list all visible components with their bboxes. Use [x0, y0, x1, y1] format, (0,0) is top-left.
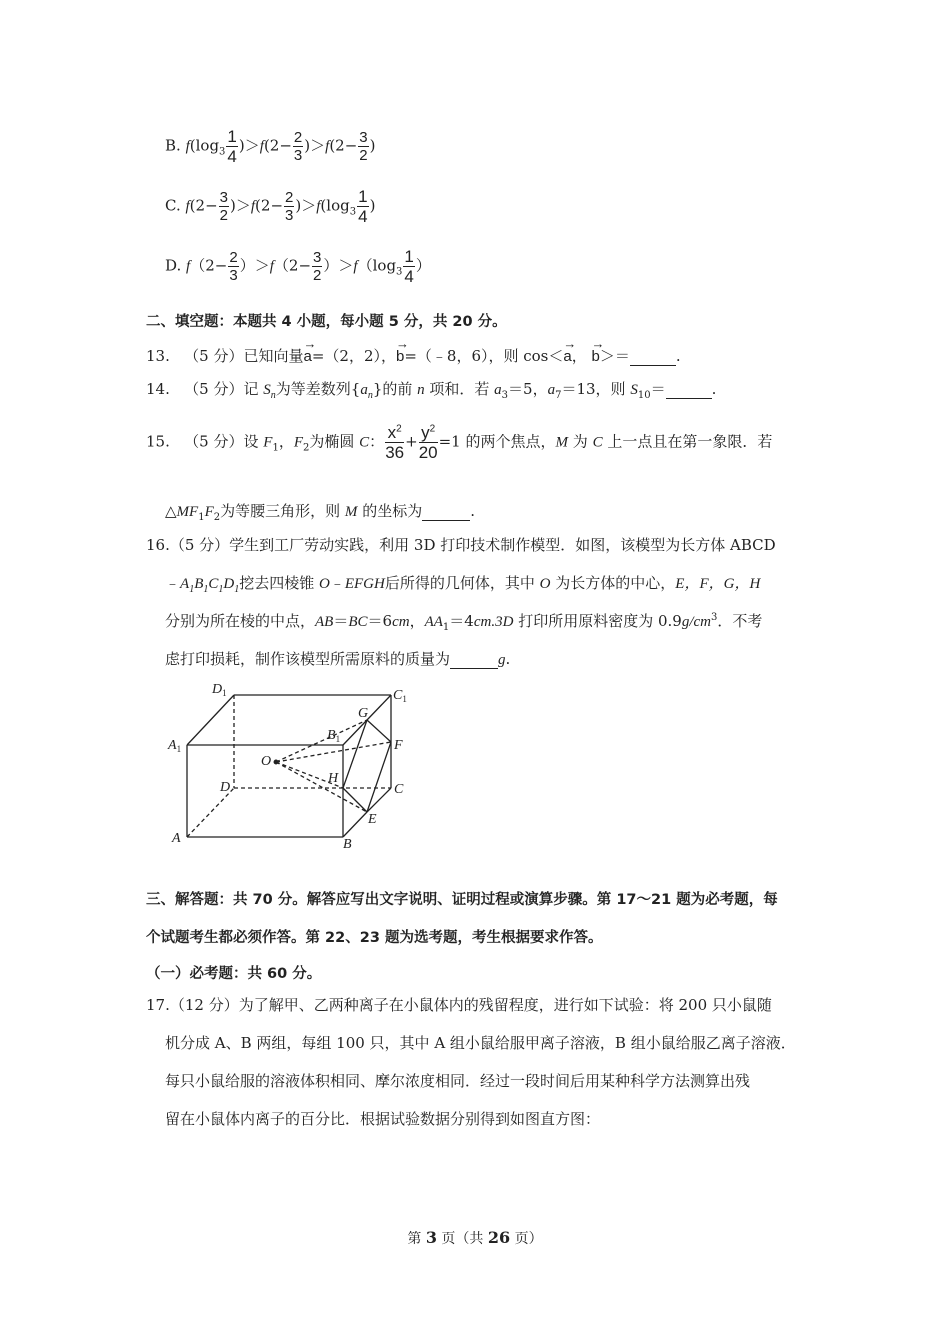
- label-a1: $A_1$: [168, 738, 182, 754]
- vector-b: → b: [396, 342, 404, 365]
- option-b: B. $f(\log_3$ $\frac{1}{4}$ )＞f(2− $\frac{2}{3}$ )＞f(2− $\frac{3}{2}$ ): [165, 127, 376, 166]
- label-g: G: [358, 706, 369, 721]
- fraction: $\frac{1}{4}$: [227, 127, 237, 166]
- answer-blank[interactable]: [422, 502, 470, 521]
- question-13: 13. （5 分）已知向量→ a=（2，2），→ b=（﹣8，6），则 cos＜→ a， → b＞＝ .: [146, 342, 681, 366]
- answer-blank[interactable]: [450, 650, 498, 669]
- question-16-line-1: 16.（5 分）学生到工厂劳动实践，利用 3D 打印技术制作模型．如图，该模型为长方体 ABCD: [146, 536, 776, 554]
- page-footer: 第 3 页（共 26 页）: [407, 1228, 543, 1247]
- label-c1: $C_1$: [393, 688, 407, 704]
- edge-og: [276, 720, 367, 762]
- question-17-line-4: 留在小鼠体内离子的百分比．根据试验数据分别得到如图直方图：: [165, 1110, 601, 1128]
- question-17-line-1: 17.（12 分）为了解甲、乙两种离子在小鼠体内的残留程度，进行如下试验：将 200 只小鼠随: [146, 996, 772, 1014]
- label-e: E: [368, 812, 377, 827]
- edge-be: [343, 812, 367, 837]
- ellipse-x-term: $\frac{x^2}{36}$: [385, 423, 405, 462]
- page-number: 3: [425, 1228, 437, 1247]
- label-a: A: [172, 831, 181, 846]
- question-15-line-2: $\triangle MF_1F_2$为等腰三角形，则 M 的坐标为 .: [165, 502, 475, 523]
- fraction: $\frac{1}{4}$: [404, 247, 414, 286]
- fraction: $\frac{3}{2}$: [219, 189, 228, 224]
- option-d: D. f（2− $\frac{2}{3}$ ）＞f（2− $\frac{3}{2}$ ）$>f(\log_3$ $\frac{1}{4}$ ）: [165, 247, 431, 286]
- question-16-line-2: $﹣A_1B_1C_1D_1$挖去四棱锥 O﹣EFGH后所得的几何体，其中 O 为长方体的中心，E，F，G，H: [165, 574, 761, 595]
- center-point-o: [274, 760, 278, 764]
- label-c: C: [394, 782, 404, 797]
- section-2-heading: 二、填空题：本题共 4 小题，每小题 5 分，共 20 分。: [146, 314, 507, 330]
- section-3-sub-heading: （一）必考题：共 60 分。: [146, 966, 322, 982]
- edge-gf: [367, 720, 391, 742]
- option-c: C. f(2− $\frac{3}{2}$ )＞f(2− $\frac{2}{3}$ )$>f(\log_3$ $\frac{1}{4}$ ): [165, 187, 376, 226]
- fraction: $\frac{2}{3}$: [285, 189, 294, 224]
- edge-eh: [343, 788, 367, 812]
- label-d: D: [220, 780, 231, 795]
- question-17-line-2: 机分成 A、B 两组，每组 100 只，其中 A 组小鼠给服甲离子溶液，B 组小鼠给服乙离子溶液．: [165, 1034, 796, 1052]
- edge-ad: [187, 788, 234, 837]
- ellipse-y-term: $\frac{y^2}{20}$: [418, 423, 438, 462]
- label-b: B: [343, 837, 352, 852]
- edge-hg: [343, 720, 367, 788]
- cuboid-figure: [160, 675, 430, 855]
- edge-fe: [367, 742, 391, 812]
- question-15: 15. （5 分）设 $F_1$，$F_2$为椭圆 C： $\frac{x^2}{36}$ + $\frac{y^2}{20}$ =1 的两个焦点，M 为 C 上一点且在第一象限．若: [146, 423, 773, 462]
- edge-b1g: [343, 720, 367, 745]
- answer-blank[interactable]: [666, 380, 712, 399]
- fraction: $\frac{3}{2}$: [359, 129, 368, 164]
- label-d1: $D_1$: [212, 682, 227, 698]
- question-16-line-4: 虑打印损耗，制作该模型所需原料的质量为 g.: [165, 650, 511, 668]
- label-h: H: [328, 771, 339, 786]
- answer-blank[interactable]: [630, 347, 676, 366]
- vector-a: → a: [303, 342, 311, 365]
- label-f: F: [394, 738, 403, 753]
- section-3-heading-line-1: 三、解答题：共 70 分。解答应写出文字说明、证明过程或演算步骤。第 17～21 题为必考题，每: [146, 892, 778, 908]
- page-total: 26: [487, 1228, 511, 1247]
- label-o: O: [261, 754, 272, 769]
- question-16-line-3: 分别为所在棱的中点，AB＝BC＝6cm，$AA_1=4cm.3D$ 打印所用原料密度为 $0.9g/cm^3$．不考: [165, 612, 763, 633]
- edge-c1g: [367, 695, 391, 720]
- edge-oe: [276, 762, 367, 812]
- section-3-heading-line-2: 个试题考生都必须作答。第 22、23 题为选考题，考生根据要求作答。: [146, 930, 603, 946]
- label-b1: $B_1$: [327, 728, 341, 744]
- question-14: 14. （5 分）记 $S_n$为等差数列$\{a_n\}$的前 n 项和．若 $a_3=5$，$a_7=13$，则 $S_{10}=$ .: [146, 380, 717, 401]
- question-17-line-3: 每只小鼠给服的溶液体积相同、摩尔浓度相同．经过一段时间后用某种科学方法测算出残: [165, 1072, 751, 1090]
- fraction: $\frac{2}{3}$: [229, 249, 238, 284]
- edge-a1d1: [187, 695, 234, 745]
- fraction: $\frac{2}{3}$: [293, 129, 303, 164]
- fraction: $\frac{1}{4}$: [358, 187, 368, 226]
- fraction: $\frac{3}{2}$: [313, 249, 322, 284]
